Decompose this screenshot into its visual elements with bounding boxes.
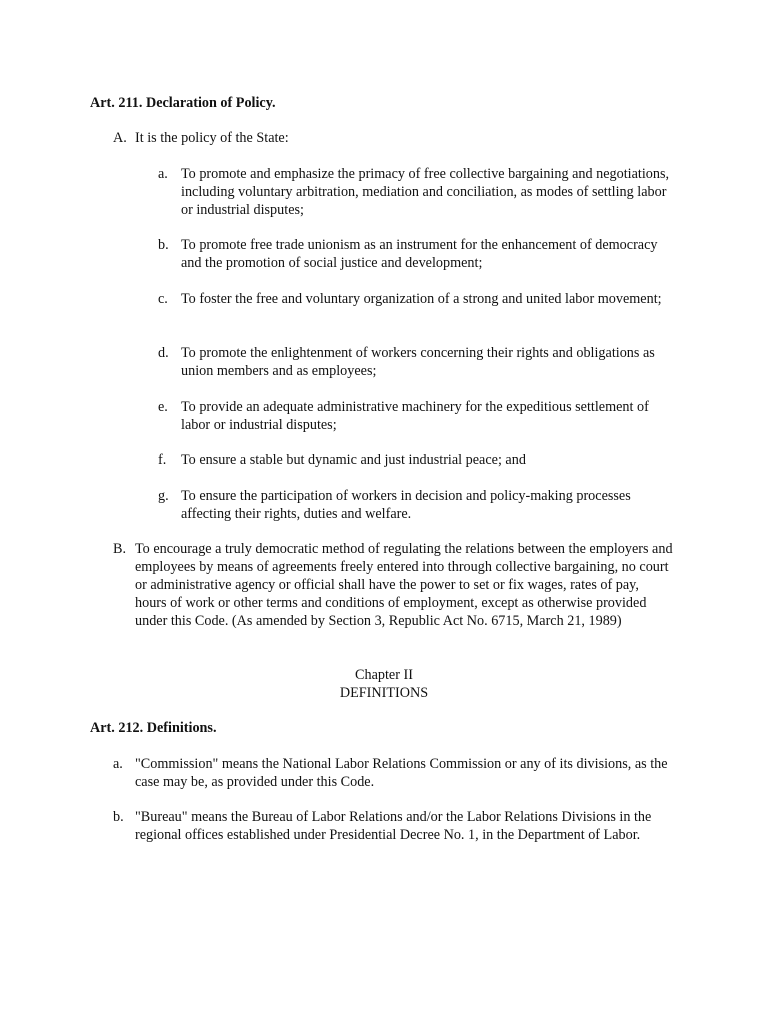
item-text: It is the policy of the State: (135, 130, 289, 146)
item-text: "Commission" means the National Labor Relations Commission or any of its divisions, as the case may be, as provided under this Code. (135, 756, 668, 790)
item-text: To promote and emphasize the primacy of free collective bargaining and negotiations, including voluntary arbitration, mediation and conciliation, as modes of settling labor or industrial disputes; (181, 166, 670, 218)
item-text: To encourage a truly democratic method of regulating the relations between the employers and employees by means of agreements freely entered into through collective bargaining, no court or administrative agency or official shall have the power to set or fix wages, rates of pay, hours of work or other terms and conditions of employment, except as otherwise provided under this Code. (As amended by Section 3, Republic Act No. 6715, March 21, 1989) (135, 541, 673, 629)
item-text: To promote free trade unionism as an instrument for the enhancement of democracy and the promotion of social justice and development; (181, 237, 658, 271)
policy-subitem-c (158, 290, 678, 308)
item-marker: e. (158, 399, 168, 415)
item-marker: A. (113, 130, 127, 146)
policy-item-A (113, 129, 673, 147)
item-marker: d. (158, 345, 169, 361)
art-211-heading: Art. 211. Declaration of Policy. (90, 95, 276, 111)
definition-item-a (113, 755, 673, 791)
art-212-heading: Art. 212. Definitions. (90, 720, 217, 736)
item-text: To provide an adequate administrative machinery for the expeditious settlement of labor or industrial disputes; (181, 399, 649, 433)
item-text: "Bureau" means the Bureau of Labor Relations and/or the Labor Relations Divisions in the regional offices established under Presidential Decree No. 1, in the Department of Labor. (135, 809, 652, 843)
item-marker: g. (158, 488, 169, 504)
item-text: To ensure the participation of workers in decision and policy-making processes affecting their rights, duties and welfare. (181, 488, 631, 522)
chapter-title: DEFINITIONS (339, 685, 429, 701)
policy-item-B (113, 540, 673, 630)
definition-item-b (113, 808, 673, 844)
item-text: To ensure a stable but dynamic and just industrial peace; and (181, 452, 526, 468)
policy-subitem-g (158, 487, 678, 523)
policy-subitem-d (158, 344, 678, 380)
item-marker: a. (113, 756, 123, 772)
item-text: To promote the enlightenment of workers concerning their rights and obligations as union members and as employees; (181, 345, 655, 379)
policy-subitem-b (158, 236, 678, 272)
item-text: To foster the free and voluntary organization of a strong and united labor movement; (181, 291, 662, 307)
chapter-number: Chapter II (355, 667, 413, 683)
policy-subitem-f (158, 451, 678, 469)
policy-subitem-a (158, 165, 678, 219)
item-marker: b. (158, 237, 169, 253)
policy-subitem-e (158, 398, 678, 434)
item-marker: f. (158, 452, 167, 468)
item-marker: c. (158, 291, 168, 307)
item-marker: B. (113, 541, 127, 557)
item-marker: a. (158, 166, 168, 182)
item-marker: b. (113, 809, 124, 825)
